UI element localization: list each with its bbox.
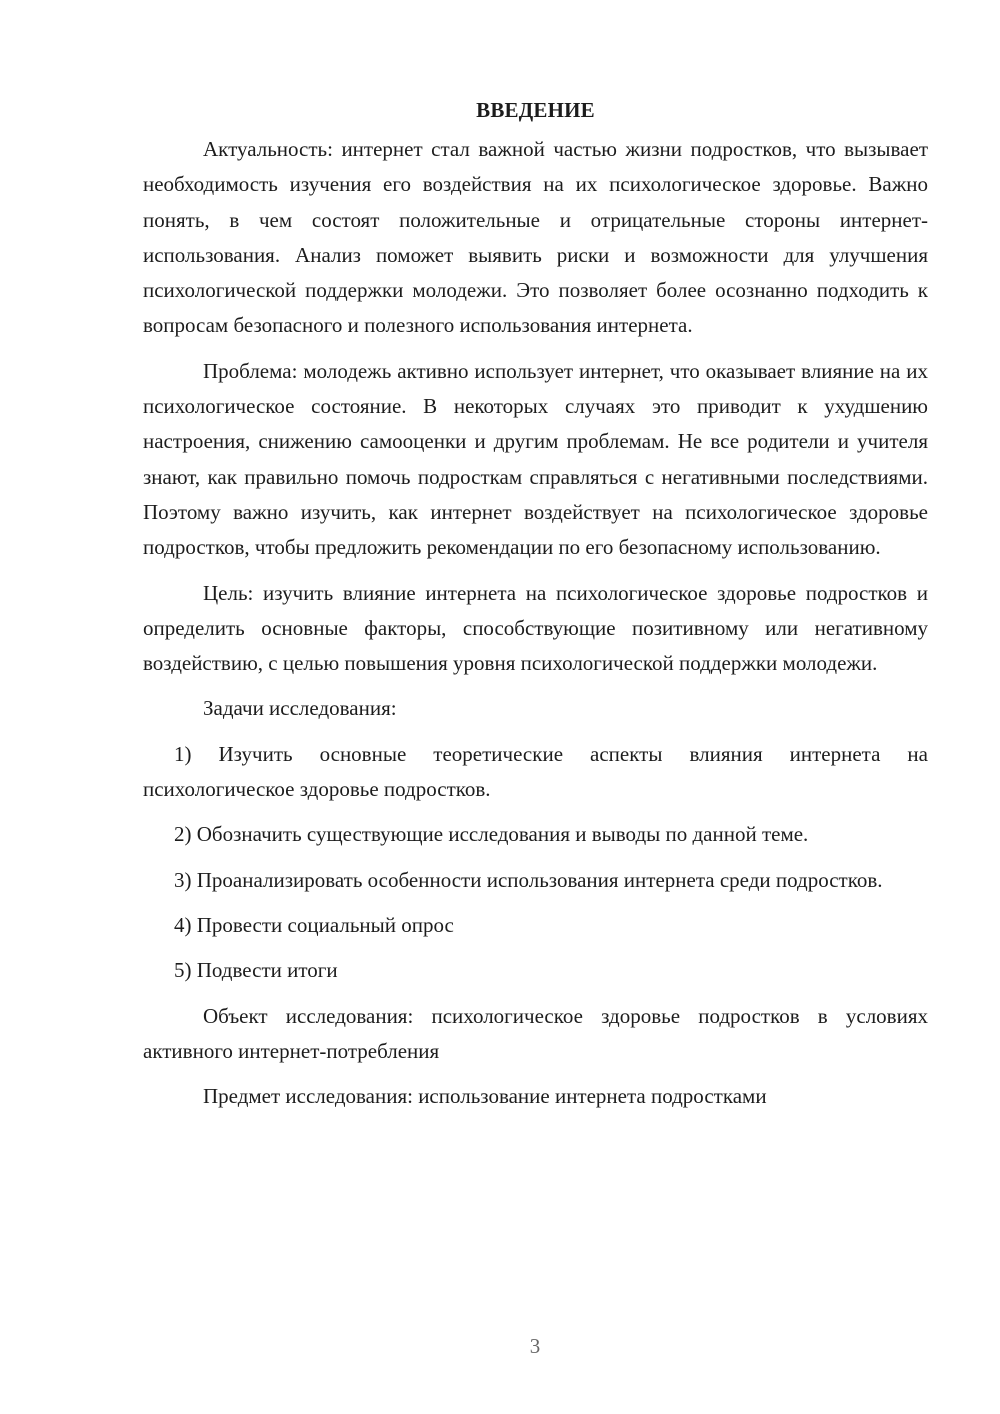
research-object-paragraph: Объект исследования: психологическое здоровье подростков в условиях активного интернет-потребления xyxy=(143,1003,928,1063)
page-number: 3 xyxy=(529,1334,541,1358)
task-item-5: 5) Подвести итоги xyxy=(174,958,338,983)
goal-paragraph: Цель: изучить влияние интернета на психологическое здоровье подростков и определить основные факторы, способствующие позитивному или негативному воздействию, с целью повышения уровня психологической поддержки молодежи. xyxy=(143,580,928,676)
tasks-heading: Задачи исследования: xyxy=(203,696,397,721)
relevance-paragraph: Актуальность: интернет стал важной частью жизни подростков, что вызывает необходимость изучения его воздействия на их психологическое здоровье. Важно понять, в чем состоят положительные и отрицательные стороны интернет-использования. Анализ поможет выявить риски и возможности для улучшения психологической поддержки молодежи. Это позволяет более осознанно подходить к вопросам безопасного и полезного использования интернета. xyxy=(143,137,928,338)
task-item-4: 4) Провести социальный опрос xyxy=(174,912,454,937)
problem-paragraph: Проблема: молодежь активно использует интернет, что оказывает влияние на их психологическое состояние. В некоторых случаях это приводит к ухудшению настроения, снижению самооценки и другим проблемам. Не все родители и учителя знают, как правильно помочь подросткам справляться с негативными последствиями. Поэтому важно изучить, как интернет воздействует на психологическое здоровье подростков, чтобы предложить рекомендации по его безопасному использованию. xyxy=(143,358,928,560)
task-item-3: 3) Проанализировать особенности использования интернета среди подростков. xyxy=(174,867,883,892)
section-title: ВВЕДЕНИЕ xyxy=(476,98,595,122)
document-page xyxy=(143,96,928,1124)
task-item-2: 2) Обозначить существующие исследования и выводы по данной теме. xyxy=(174,822,809,847)
research-subject-paragraph: Предмет исследования: использование интернета подростками xyxy=(203,1084,767,1109)
task-item-1: 1) Изучить основные теоретические аспекты влияния интернета на психологическое здоровье подростков. xyxy=(143,741,928,802)
